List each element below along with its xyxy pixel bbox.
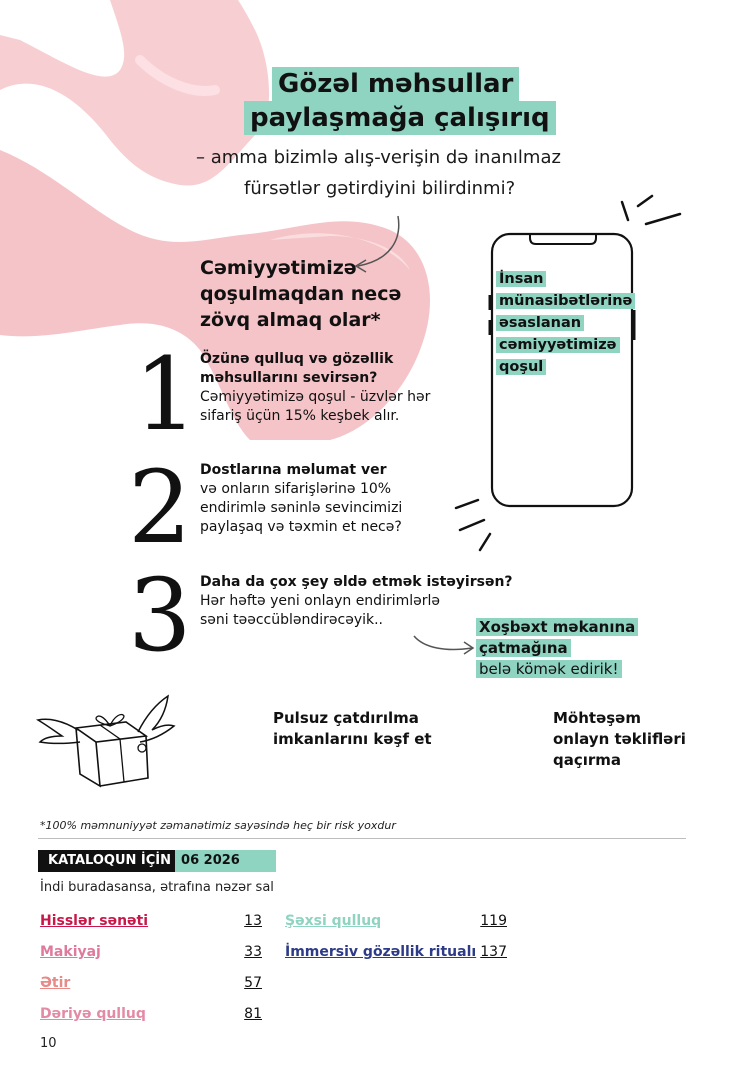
toc-page-immersiv: 137	[480, 944, 507, 960]
heading-subtitle-1: – amma bizimlə alış-verişin də inanılmaz	[196, 147, 561, 168]
question-line-1: Cəmiyyətimizə	[200, 257, 357, 279]
phone-line-2: münasibətlərinə	[496, 293, 635, 309]
free-delivery-text	[273, 708, 432, 750]
toc-right-column	[285, 913, 507, 975]
question-heading	[200, 255, 401, 333]
online-offers-text	[553, 708, 686, 771]
step-1-number: 1	[134, 336, 198, 453]
toc-page-hissler: 13	[244, 913, 262, 929]
step-2-body-3: paylaşaq və təxmin et necə?	[200, 519, 402, 535]
delivery-line-1: Pulsuz çatdırılma	[273, 709, 419, 727]
flying-gift-box-icon	[34, 692, 184, 792]
toc-link-makiyaj[interactable]: Makiyaj	[40, 944, 101, 960]
step-3-body-1: Hər həftə yeni onlayn endirimlərlə	[200, 593, 441, 609]
step-3-head-1: Daha da çox şey əldə etmək istəyirsən?	[200, 574, 513, 590]
heading-line-2: paylaşmağa çalışırıq	[244, 101, 556, 135]
toc-link-immersiv[interactable]: İmmersiv gözəllik ritualı	[285, 944, 477, 960]
toc-page-sexsi: 119	[480, 913, 507, 929]
toc-item-sexsi[interactable]	[285, 913, 507, 944]
toc-page-makiyaj: 33	[244, 944, 262, 960]
step-2-body-2: endirimlə səninlə sevincimizi	[200, 500, 403, 516]
offers-line-2: onlayn təklifləri	[553, 730, 686, 748]
step-1-text	[200, 350, 430, 426]
toc-item-makiyaj[interactable]	[40, 944, 262, 975]
step-1-head-1: Özünə qulluq və gözəllik	[200, 351, 394, 367]
toc-page-etir: 57	[244, 975, 262, 991]
page-number: 10	[40, 1036, 57, 1051]
happy-line-3: belə kömək edirik!	[476, 660, 622, 678]
delivery-line-2: imkanlarını kəşf et	[273, 730, 432, 748]
step-2-head-1: Dostlarına məlumat ver	[200, 462, 387, 478]
toc-item-etir[interactable]	[40, 975, 262, 1006]
toc-item-deriye[interactable]	[40, 1006, 262, 1037]
happy-line-2: çatmağına	[476, 639, 571, 657]
toc-link-hissler[interactable]: Hisslər sənəti	[40, 913, 149, 929]
step-1-body-1: Cəmiyyətimizə qoşul - üzvlər hər	[200, 389, 431, 405]
toc-page-deriye: 81	[244, 1006, 262, 1022]
toc-link-sexsi[interactable]: Şəxsi qulluq	[285, 913, 382, 929]
phone-community-text	[496, 268, 635, 378]
step-2-number: 2	[128, 449, 192, 566]
happy-place-text	[476, 617, 638, 680]
toc-left-column	[40, 913, 262, 1037]
question-line-2: qoşulmaqdan necə	[200, 283, 402, 305]
step-2-text	[200, 461, 402, 537]
catalog-intro: İndi buradasansa, ətrafına nəzər sal	[40, 880, 274, 895]
toc-item-immersiv[interactable]	[285, 944, 507, 975]
step-2-body-1: və onların sifarişlərinə 10%	[200, 481, 392, 497]
step-3-number: 3	[128, 557, 192, 674]
guarantee-footnote: *100% məmnuniyyət zəmanətimiz sayəsində heç bir risk yoxdur	[40, 819, 396, 832]
phone-line-3: əsaslanan	[496, 315, 584, 331]
toc-link-deriye[interactable]: Dəriyə qulluq	[40, 1006, 146, 1022]
phone-line-1: İnsan	[496, 271, 546, 287]
step-1-head-2: məhsullarını sevirsən?	[200, 370, 378, 386]
heading-subtitle-2: fürsətlər gətirdiyini bilirdinmi?	[244, 178, 516, 199]
arrow-right-icon	[410, 630, 480, 660]
step-3-body-2: səni təəccübləndirəcəyik..	[200, 612, 384, 628]
phone-line-5: qoşul	[496, 359, 546, 375]
phone-line-4: cəmiyyətimizə	[496, 337, 620, 353]
toc-item-hissler[interactable]	[40, 913, 262, 944]
happy-line-1: Xoşbəxt məkanına	[476, 618, 638, 636]
catalog-label: KATALOQUN İÇİN	[38, 850, 175, 872]
step-1-body-2: sifariş üçün 15% keşbek alır.	[200, 408, 400, 424]
heading-line-1: Gözəl məhsullar	[272, 67, 519, 101]
offers-line-1: Möhtəşəm	[553, 709, 641, 727]
catalog-issue: 06 2026	[175, 850, 276, 872]
question-line-3: zövq almaq olar*	[200, 309, 381, 331]
catalog-banner	[38, 850, 276, 872]
divider	[38, 838, 686, 839]
step-3-text	[200, 573, 513, 630]
offers-line-3: qaçırma	[553, 751, 622, 769]
toc-link-etir[interactable]: Ətir	[40, 975, 71, 991]
